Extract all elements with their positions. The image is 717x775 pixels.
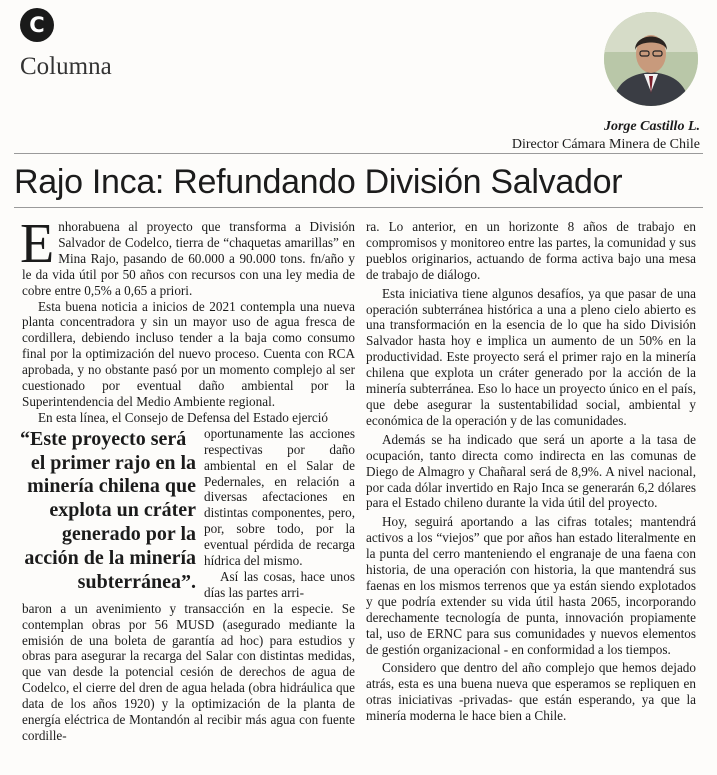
pull-quote-first-line: “Este proyecto será [20, 427, 187, 450]
paragraph-4-wrap: Así las cosas, hace unos días las partes arri- [204, 568, 355, 600]
section-label: Columna [20, 53, 112, 80]
paragraph-c2-4: Hoy, seguirá aportando a las cifras totales; mantendrá activos a los “viejos” que por años han estado literalmente en la punta del cerro manteniendo el engranaje de una faena con historia, de una operación con historia, la que mantendrá sus faenas en los mismos terrenos que ya están siendo explotados y que podría extender su vida útil hasta 2065, incorporando derechamente tecnología de punta, innovación propiamente tal, uso de ERNC para sus comunidades y nuevos elementos de gestión organizacional - en conformidad a los tiempos. [366, 514, 696, 657]
dropcap: E [20, 213, 55, 275]
pull-quote [20, 428, 196, 595]
paragraph-c2-2: Esta iniciativa tiene algunos desafíos, ya que pasar de una operación subterránea histórica a una a pleno cielo abierto es una transformación en la esencia de lo que ha sido División Salvador hasta hoy e implica un aumento de un 50% en la productividad. Este proyecto será el primer rajo en la minería chilena que explota un cráter generado por la acción de la minería subterránea. Eso lo hace un proyecto único en el país, que debe asegurar la sustentabilidad social, ambiental y económica de la operación y de las comunidades. [366, 285, 696, 428]
column-badge [20, 8, 54, 42]
paragraph-3-wrap: oportunamente las acciones respectivas por daño ambiental en el Salar de Pedernales, en relación a diversas afectaciones en distintas componentes, pero, por, sobre todo, por la eventual pérdida de recarga hídrica del mismo. [204, 425, 355, 569]
author-name: Jorge Castillo L. [603, 119, 700, 134]
paragraph-c2-1: ra. Lo anterior, en un horizonte 8 años de trabajo en compromisos y monitoreo entre las partes, la comunidad y sus pueblos originarios, actuando de forma activa bajo una mesa de trabajo de diálogo. [366, 219, 696, 282]
pull-quote-text: el primer rajo en la minería chilena que explota un cráter generado por la acción de la minería subterránea”. [24, 451, 196, 593]
headline-divider [14, 207, 703, 208]
paragraph-intro-text: nhorabuena al proyecto que transforma a División Salvador de Codelco, tierra de “chaquetas amarillas” en Mina Rajo, pasando de 60.000 a 90.000 tons. fn/año y le da vida útil por 50 años con recursos con una ley media de cobre entre 0,5% a 0,65 a priori. [22, 219, 355, 298]
author-photo [604, 12, 698, 106]
paragraph-c2-5: Considero que dentro del año complejo que hemos dejado atrás, esta es una buena nueva que esperamos se repliquen en otras iniciativas -privadas- que están esperando, ya que la minería moderna le hace bien a Chile. [366, 660, 696, 724]
paragraph-4-tail: baron a un avenimiento y transacción en la especie. Se contemplan obras por 56 MUSD (asegurado mediante la emisión de una boleta de garantía ad hoc) para estudios y obras para asegurar la recarga del Salar con distintas medidas, que van desde la potencial cesión de derechos de agua de Codelco, el cierre del dren de agua helada (obra hidráulica que data de los años 1920) y la optimización de la planta de energía eléctrica de Montandón al recibir más agua con fuente cordille- [22, 600, 355, 743]
paragraph-2: Esta buena noticia a inicios de 2021 contempla una nueva planta concentradora y sin un mayor uso de agua fresca de cordillera, debiendo incluso tender a la baja como consumo final por la optimización del nuevo proceso. Cuenta con RCA aprobada, y no obstante pasó por un momento complejo al ser cuestionado por eventual daño ambiental por la Superintendencia del Medio Ambiente regional. [22, 298, 355, 409]
paragraph-c2-3: Además se ha indicado que será un aporte a la tasa de ocupación, tanto directa como indirecta en las comunas de Diego de Almagro y Chañaral será de 8,9%. A nivel nacional, por cada dólar invertido en Rajo Inca se generarán 6,2 dólares para el Estado chileno durante la vida útil del proyecto. [366, 431, 696, 511]
article-column-2 [366, 219, 696, 724]
paragraph-intro [20, 213, 355, 299]
badge-letter: C [29, 13, 45, 37]
author-byline [512, 118, 700, 154]
paragraph-3-lead: En esta línea, el Consejo de Defensa del Estado ejerció [38, 409, 329, 425]
page-title: Rajo Inca: Refundando División Salvador [14, 163, 623, 201]
article-column-1 [20, 213, 355, 744]
top-divider [14, 153, 703, 154]
author-title: Director Cámara Minera de Chile [511, 137, 700, 152]
